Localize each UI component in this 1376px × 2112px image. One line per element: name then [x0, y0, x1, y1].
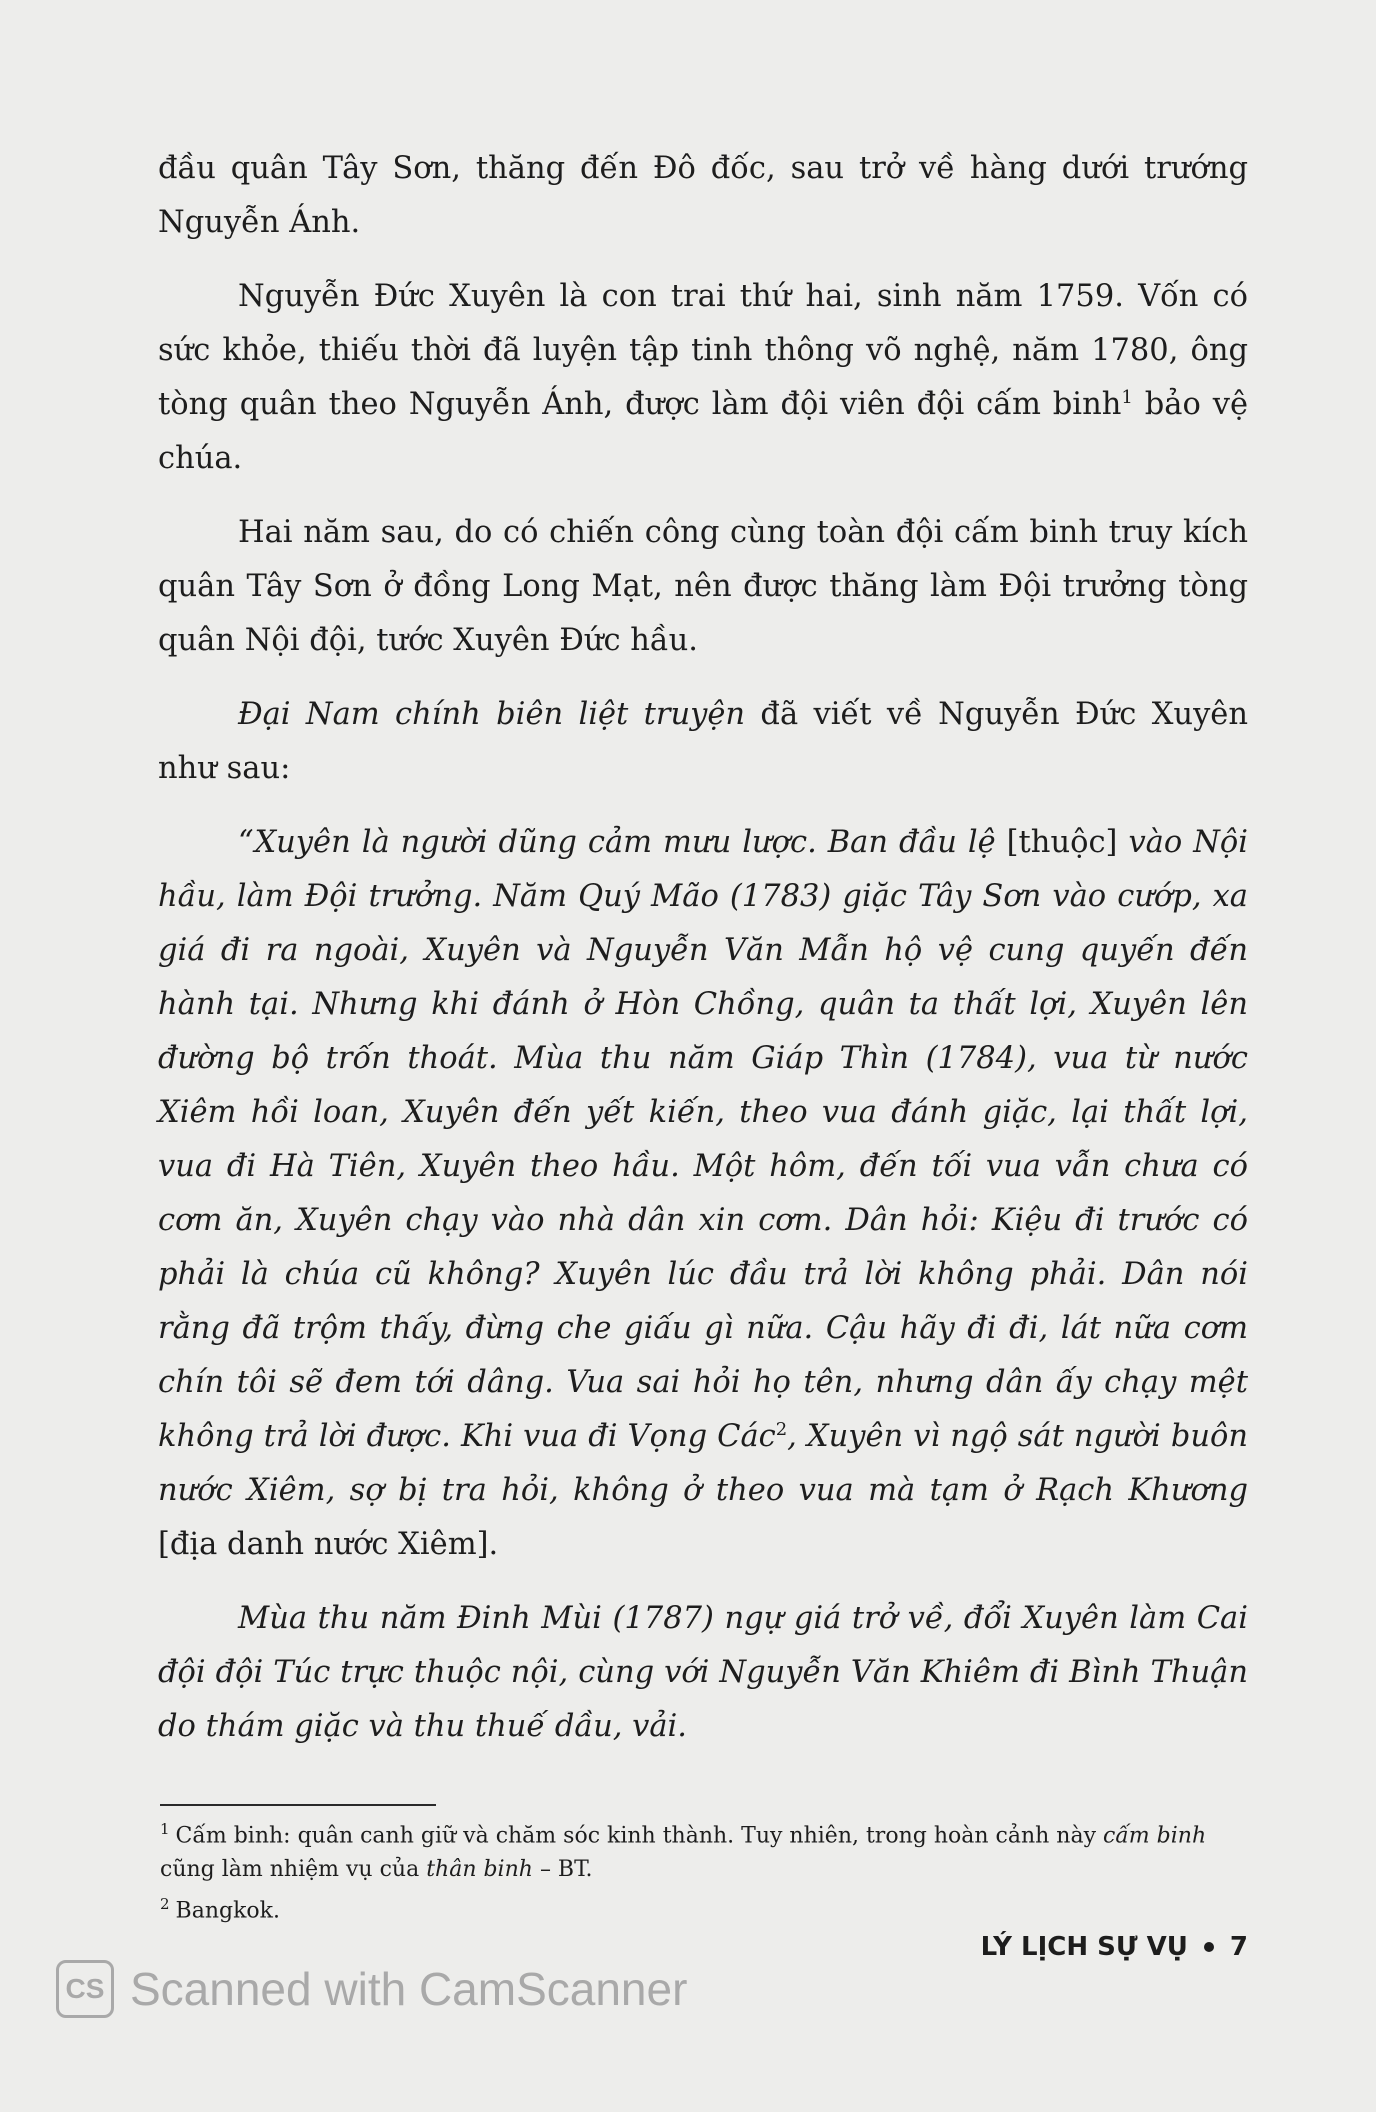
paragraph-2-text: Nguyễn Đức Xuyên là con trai thứ hai, sinh năm 1759. Vốn có sức khỏe, thiếu thời đã luyện tập tinh thông võ nghệ, năm 1780, ông tòng quân theo Nguyễn Ánh, được làm đội viên đội cấm binh — [158, 279, 1248, 422]
quote-1-body-2: , Xuyên vì ngộ sát người buôn nước Xiêm, sợ bị tra hỏi, không ở theo vua mà tạm ở Rạch Khương — [158, 1419, 1248, 1508]
scanner-watermark — [56, 1960, 687, 2018]
footnote-2-text: Bangkok. — [175, 1898, 280, 1924]
footnote-1-italic-b: thân binh — [426, 1857, 533, 1883]
footnote-1-text-c: – BT. — [539, 1857, 593, 1883]
quote-paragraph-2 — [158, 1592, 1248, 1754]
watermark-text: Scanned with CamScanner — [130, 1963, 688, 2015]
paragraph-2 — [158, 270, 1248, 486]
page-number: 7 — [1229, 1932, 1248, 1962]
paragraph-2-tail: bảo vệ chúa. — [158, 387, 1249, 476]
quote-2-text: Mùa thu năm Đinh Mùi (1787) ngự giá trở về, đổi Xuyên làm Cai đội đội Túc trực thuộc nội, cùng với Nguyễn Văn Khiêm đi Bình Thuận do thám giặc và thu thuế dầu, vải. — [158, 1601, 1248, 1744]
paragraph-3-text: Hai năm sau, do có chiến công cùng toàn đội cấm binh truy kích quân Tây Sơn ở đồng Long Mạt, nên được thăng làm Đội trưởng tòng quân Nội đội, tước Xuyên Đức hầu. — [158, 515, 1248, 658]
footnote-divider — [160, 1804, 436, 1806]
camscanner-logo-icon: CS — [56, 1960, 114, 2018]
quote-1-bracket-end: [địa danh nước Xiêm]. — [158, 1527, 499, 1562]
quote-1-body: vào Nội hầu, làm Đội trưởng. Năm Quý Mão (1783) giặc Tây Sơn vào cướp, xa giá đi ra ngoài, Xuyên và Nguyễn Văn Mẫn hộ vệ cung quyến đến hành tại. Nhưng khi đánh ở Hòn Chồng, quân ta thất lợi, Xuyên lên đường bộ trốn thoát. Mùa thu năm Giáp Thìn (1784), vua từ nước Xiêm hồi loan, Xuyên đến yết kiến, theo vua đánh giặc, lại thất lợi, vua đi Hà Tiên, Xuyên theo hầu. Một hôm, đến tối vua vẫn chưa có cơm ăn, Xuyên chạy vào nhà dân xin cơm. Dân hỏi: Kiệu đi trước có phải là chúa cũ không? Xuyên lúc đầu trả lời không phải. Dân nói rằng đã trộm thấy, đừng che giấu gì nữa. Cậu hãy đi đi, lát nữa cơm chín tôi sẽ đem tới dâng. Vua sai hỏi họ tên, nhưng dân ấy chạy mệt không trả lời được. Khi vua đi Vọng Các — [158, 825, 1249, 1454]
footnote-1-italic-a: cấm binh — [1103, 1823, 1207, 1849]
paragraph-1-text: đầu quân Tây Sơn, thăng đến Đô đốc, sau trở về hàng dưới trướng Nguyễn Ánh. — [158, 151, 1248, 240]
footnote-1-number: 1 — [160, 1820, 170, 1838]
footnotes — [160, 1812, 1248, 1929]
paragraph-1 — [158, 142, 1248, 250]
book-title-italic: Đại Nam chính biên liệt truyện — [238, 697, 746, 732]
bullet-separator — [1204, 1942, 1214, 1952]
running-title: LÝ LỊCH SỰ VỤ — [980, 1932, 1188, 1962]
footnote-1-text-a: Cấm binh: quân canh giữ và chăm sóc kinh thành. Tuy nhiên, trong hoàn cảnh này — [175, 1823, 1096, 1849]
footnote-marker-1: 1 — [1121, 386, 1133, 408]
quote-1-start: “Xuyên là người dũng cảm mưu lược. Ban đầu lệ — [238, 825, 996, 860]
running-footer — [981, 1932, 1248, 1962]
footnote-1-text-b: cũng làm nhiệm vụ của — [160, 1857, 420, 1883]
paragraph-3 — [158, 506, 1248, 668]
footnote-1 — [160, 1812, 1248, 1887]
quote-paragraph-1 — [158, 816, 1248, 1572]
quote-1-bracket: [thuộc] — [1006, 825, 1118, 860]
footnote-2-number: 2 — [160, 1895, 170, 1914]
paragraph-4-text: đã viết về Nguyễn Đức Xuyên như sau: — [158, 697, 1248, 786]
body-text — [158, 142, 1248, 1774]
footnote-marker-2: 2 — [775, 1418, 788, 1440]
footnote-2 — [160, 1887, 1248, 1928]
paragraph-4 — [158, 688, 1248, 796]
